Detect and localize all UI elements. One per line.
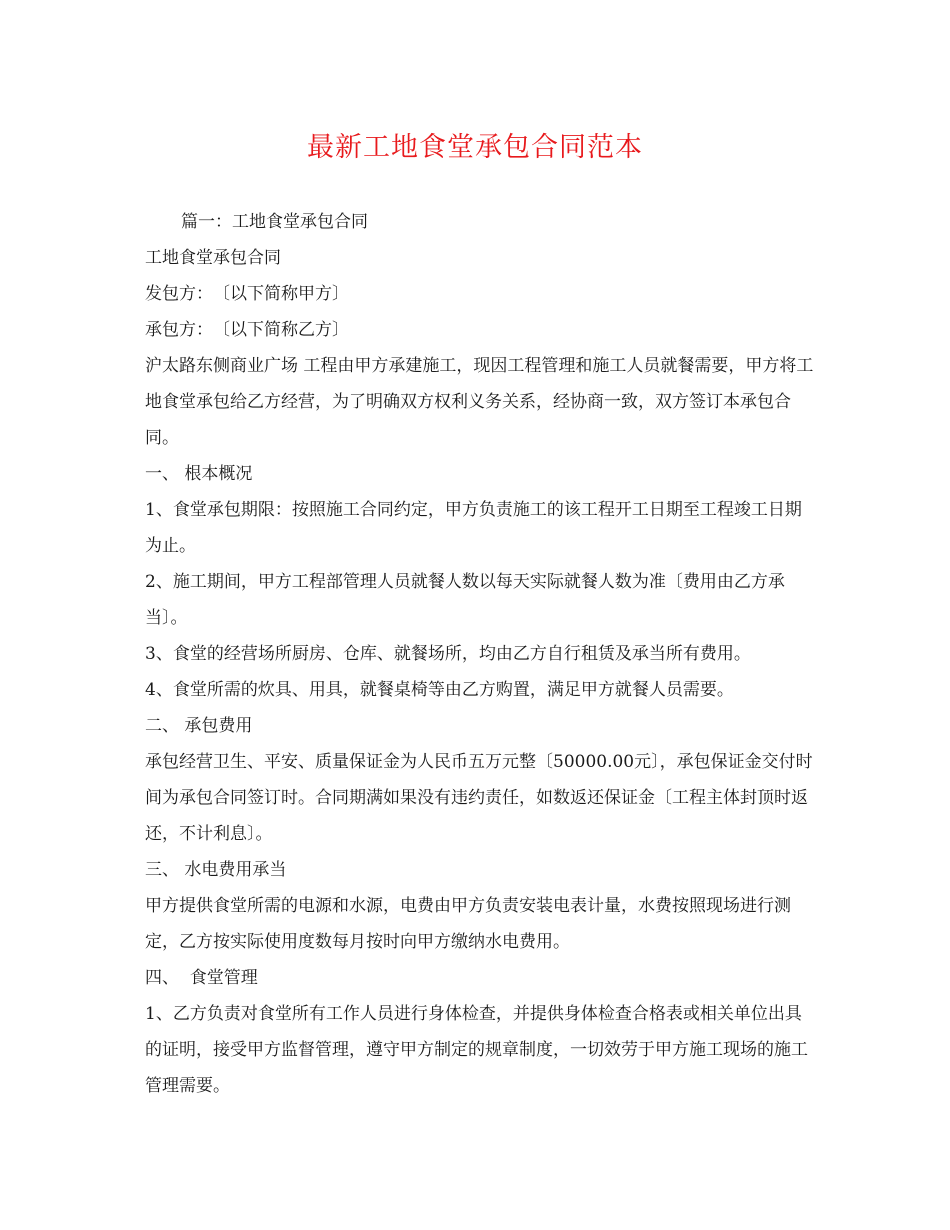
intro-paragraph: 沪太路东侧商业广场 工程由甲方承建施工，现因工程管理和施工人员就餐需要，甲方将工地食堂承包给乙方经营，为了明确双方权利义务关系，经协商一致，双方签订本承包合同。 xyxy=(145,356,814,448)
clause-paragraph: 承包经营卫生、平安、质量保证金为人民币五万元整〔50000.00元〕，承包保证金交付时间为承包合同签订时。合同期满如果没有违约责任，如数返还保证金〔工程主体封顶时返还，不计利息〕。 xyxy=(145,752,813,844)
document-title: 最新工地食堂承包合同范本 xyxy=(307,132,643,163)
clause-paragraph: 4、食堂所需的炊具、用具，就餐桌椅等由乙方购置，满足甲方就餐人员需要。 xyxy=(145,680,734,700)
clause-paragraph: 3、食堂的经营场所厨房、仓库、就餐场所，均由乙方自行租赁及承当所有费用。 xyxy=(145,644,751,664)
section-heading: 一、 根本概况 xyxy=(145,464,253,484)
section-heading: 篇一：工地食堂承包合同 xyxy=(181,212,368,232)
section-heading: 三、 水电费用承当 xyxy=(145,860,287,880)
clause-paragraph: 1、乙方负责对食堂所有工作人员进行身体检查，并提供身体检查合格表或相关单位出具的证明，接受甲方监督管理，遵守甲方制定的规章制度，一切效劳于甲方施工现场的施工管理需要。 xyxy=(145,1004,808,1096)
clause-paragraph: 1、食堂承包期限：按照施工合同约定，甲方负责施工的该工程开工日期至工程竣工日期为止。 xyxy=(145,500,802,556)
party-b-line: 承包方： 〔以下简称乙方〕 xyxy=(145,320,349,340)
contract-title: 工地食堂承包合同 xyxy=(145,248,281,268)
clause-paragraph: 甲方提供食堂所需的电源和水源，电费由甲方负责安装电表计量，水费按照现场进行测定，乙方按实际使用度数每月按时向甲方缴纳水电费用。 xyxy=(145,896,791,952)
party-a-line: 发包方： 〔以下简称甲方〕 xyxy=(145,284,349,304)
section-heading: 二、 承包费用 xyxy=(145,716,253,736)
clause-paragraph: 2、施工期间，甲方工程部管理人员就餐人数以每天实际就餐人数为准〔费用由乙方承当〕。 xyxy=(145,572,785,628)
document-body xyxy=(145,204,815,1104)
section-heading: 四、 食堂管理 xyxy=(145,968,258,988)
